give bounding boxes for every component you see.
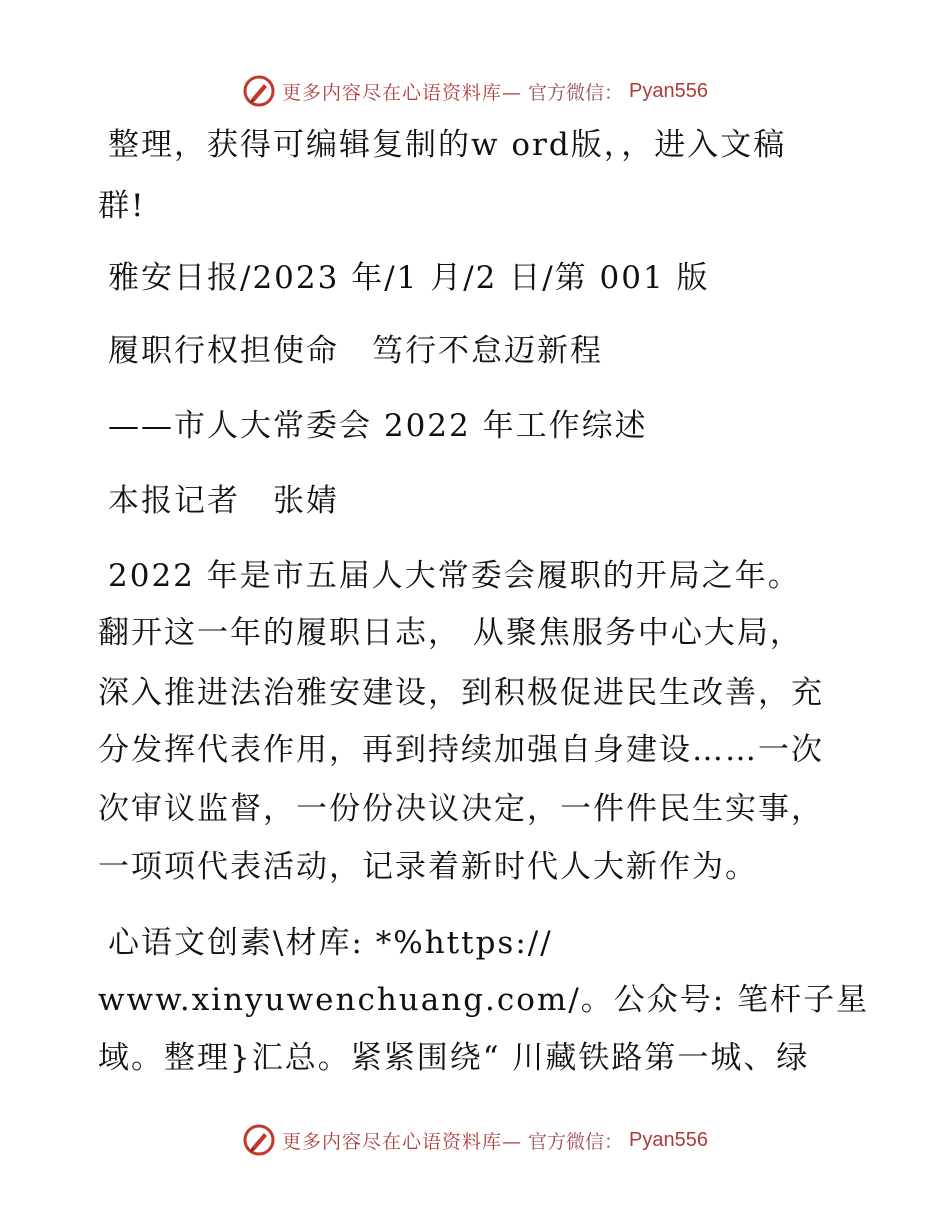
- footer-watermark-banner: [0, 1120, 950, 1160]
- banner-wechat-label: 官方微信：: [528, 81, 624, 104]
- dateline: 雅安日报/2023 年/1 月/2 日/第 001 版: [108, 260, 710, 296]
- banner-text: 更多内容尽在心语资料库—: [282, 81, 523, 104]
- text-line: 分发挥代表作用，再到持续加强自身建设……一次: [98, 732, 824, 768]
- banner-text: 更多内容尽在心语资料库—: [282, 1130, 523, 1153]
- text-line: 域。整理}汇总。紧紧围绕“ 川藏铁路第一城、绿: [98, 1040, 810, 1076]
- text-line: 深入推进法治雅安建设，到积极促进民生改善，充: [98, 675, 824, 711]
- banner-wechat-id: Pyan556: [629, 79, 708, 102]
- pen-logo-icon: [242, 74, 276, 108]
- pen-logo-icon: [242, 1123, 276, 1157]
- text-line: 心语文创素\材库: *%https://: [108, 925, 553, 961]
- article-byline: 本报记者 张婧: [108, 483, 339, 519]
- text-line: 一项项代表活动，记录着新时代人大新作为。: [98, 849, 758, 885]
- text-line: 整理，获得可编辑复制的w ord版，，进入文稿: [108, 127, 787, 163]
- text-line: www.xinyuwenchuang.com/。公众号: 笔杆子星: [98, 982, 870, 1018]
- text-line: 群!: [98, 188, 146, 224]
- article-title: 履职行权担使命 笃行不怠迈新程: [108, 333, 603, 369]
- text-line: 次审议监督，一份份决议决定，一件件民生实事，: [98, 791, 824, 827]
- text-line: 翻开这一年的履职日志， 从聚焦服务中心大局，: [98, 615, 803, 651]
- article-subtitle: ——市人大常委会 2022 年工作综述: [108, 408, 648, 444]
- header-watermark-banner: [0, 71, 950, 111]
- banner-wechat-label: 官方微信：: [528, 1130, 624, 1153]
- text-line: 2022 年是市五届人大常委会履职的开局之年。: [108, 558, 801, 594]
- banner-wechat-id: Pyan556: [629, 1128, 708, 1151]
